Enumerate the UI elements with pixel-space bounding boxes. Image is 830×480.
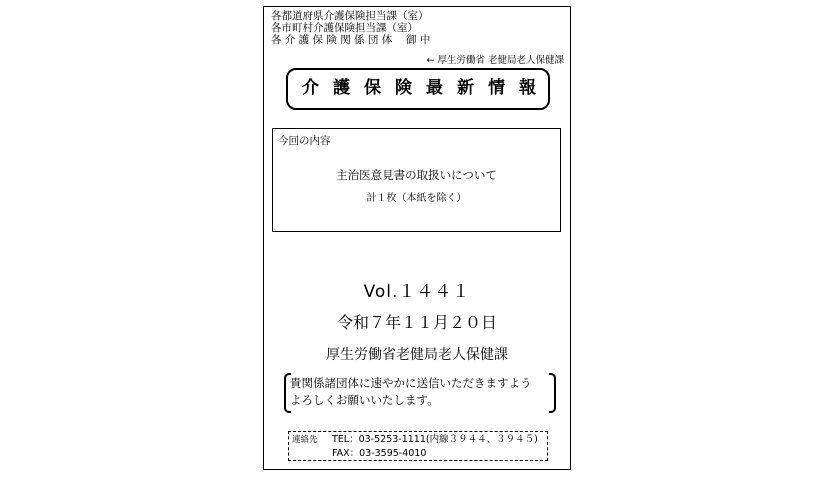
volume-number: Vol.１４４１ — [363, 282, 471, 302]
contents-box — [272, 128, 561, 232]
request-line-2: よろしくお願いいたします。 — [290, 393, 439, 407]
notice-page — [263, 6, 571, 470]
page-title: 介護保険最新情報 — [286, 68, 550, 110]
request-line-1: 貴関係諸団体に速やかに送信いただきますよう — [290, 376, 532, 390]
addressee-organizations: 各 介 護 保 険 関 係 団 体 御 中 — [271, 34, 431, 46]
addressee-municipalities: 各市町村介護保険担当課（室） — [271, 22, 418, 34]
sender-line: ← 厚生労働省 老健局老人保健課 — [426, 55, 564, 66]
issuer: 厚生労働省老健局老人保健課 — [326, 347, 508, 363]
right-bracket — [549, 373, 556, 413]
contact-box — [288, 431, 548, 461]
contact-label: 連絡先 — [292, 435, 318, 445]
contact-tel: TEL：03-5253-1111(内線３９４４、３９４５) — [332, 434, 538, 445]
left-bracket — [284, 373, 291, 413]
contents-page-count: 計１枚（本紙を除く） — [366, 193, 467, 204]
contact-fax: FAX：03-3595-4010 — [332, 448, 427, 459]
request-note — [284, 373, 556, 413]
issue-date: 令和７年１１月２０日 — [336, 313, 497, 332]
contents-label: 今回の内容 — [278, 135, 331, 147]
addressee-prefectures: 各都道府県介護保険担当課（室） — [271, 10, 429, 22]
contents-item: 主治医意見書の取扱いについて — [336, 168, 497, 182]
